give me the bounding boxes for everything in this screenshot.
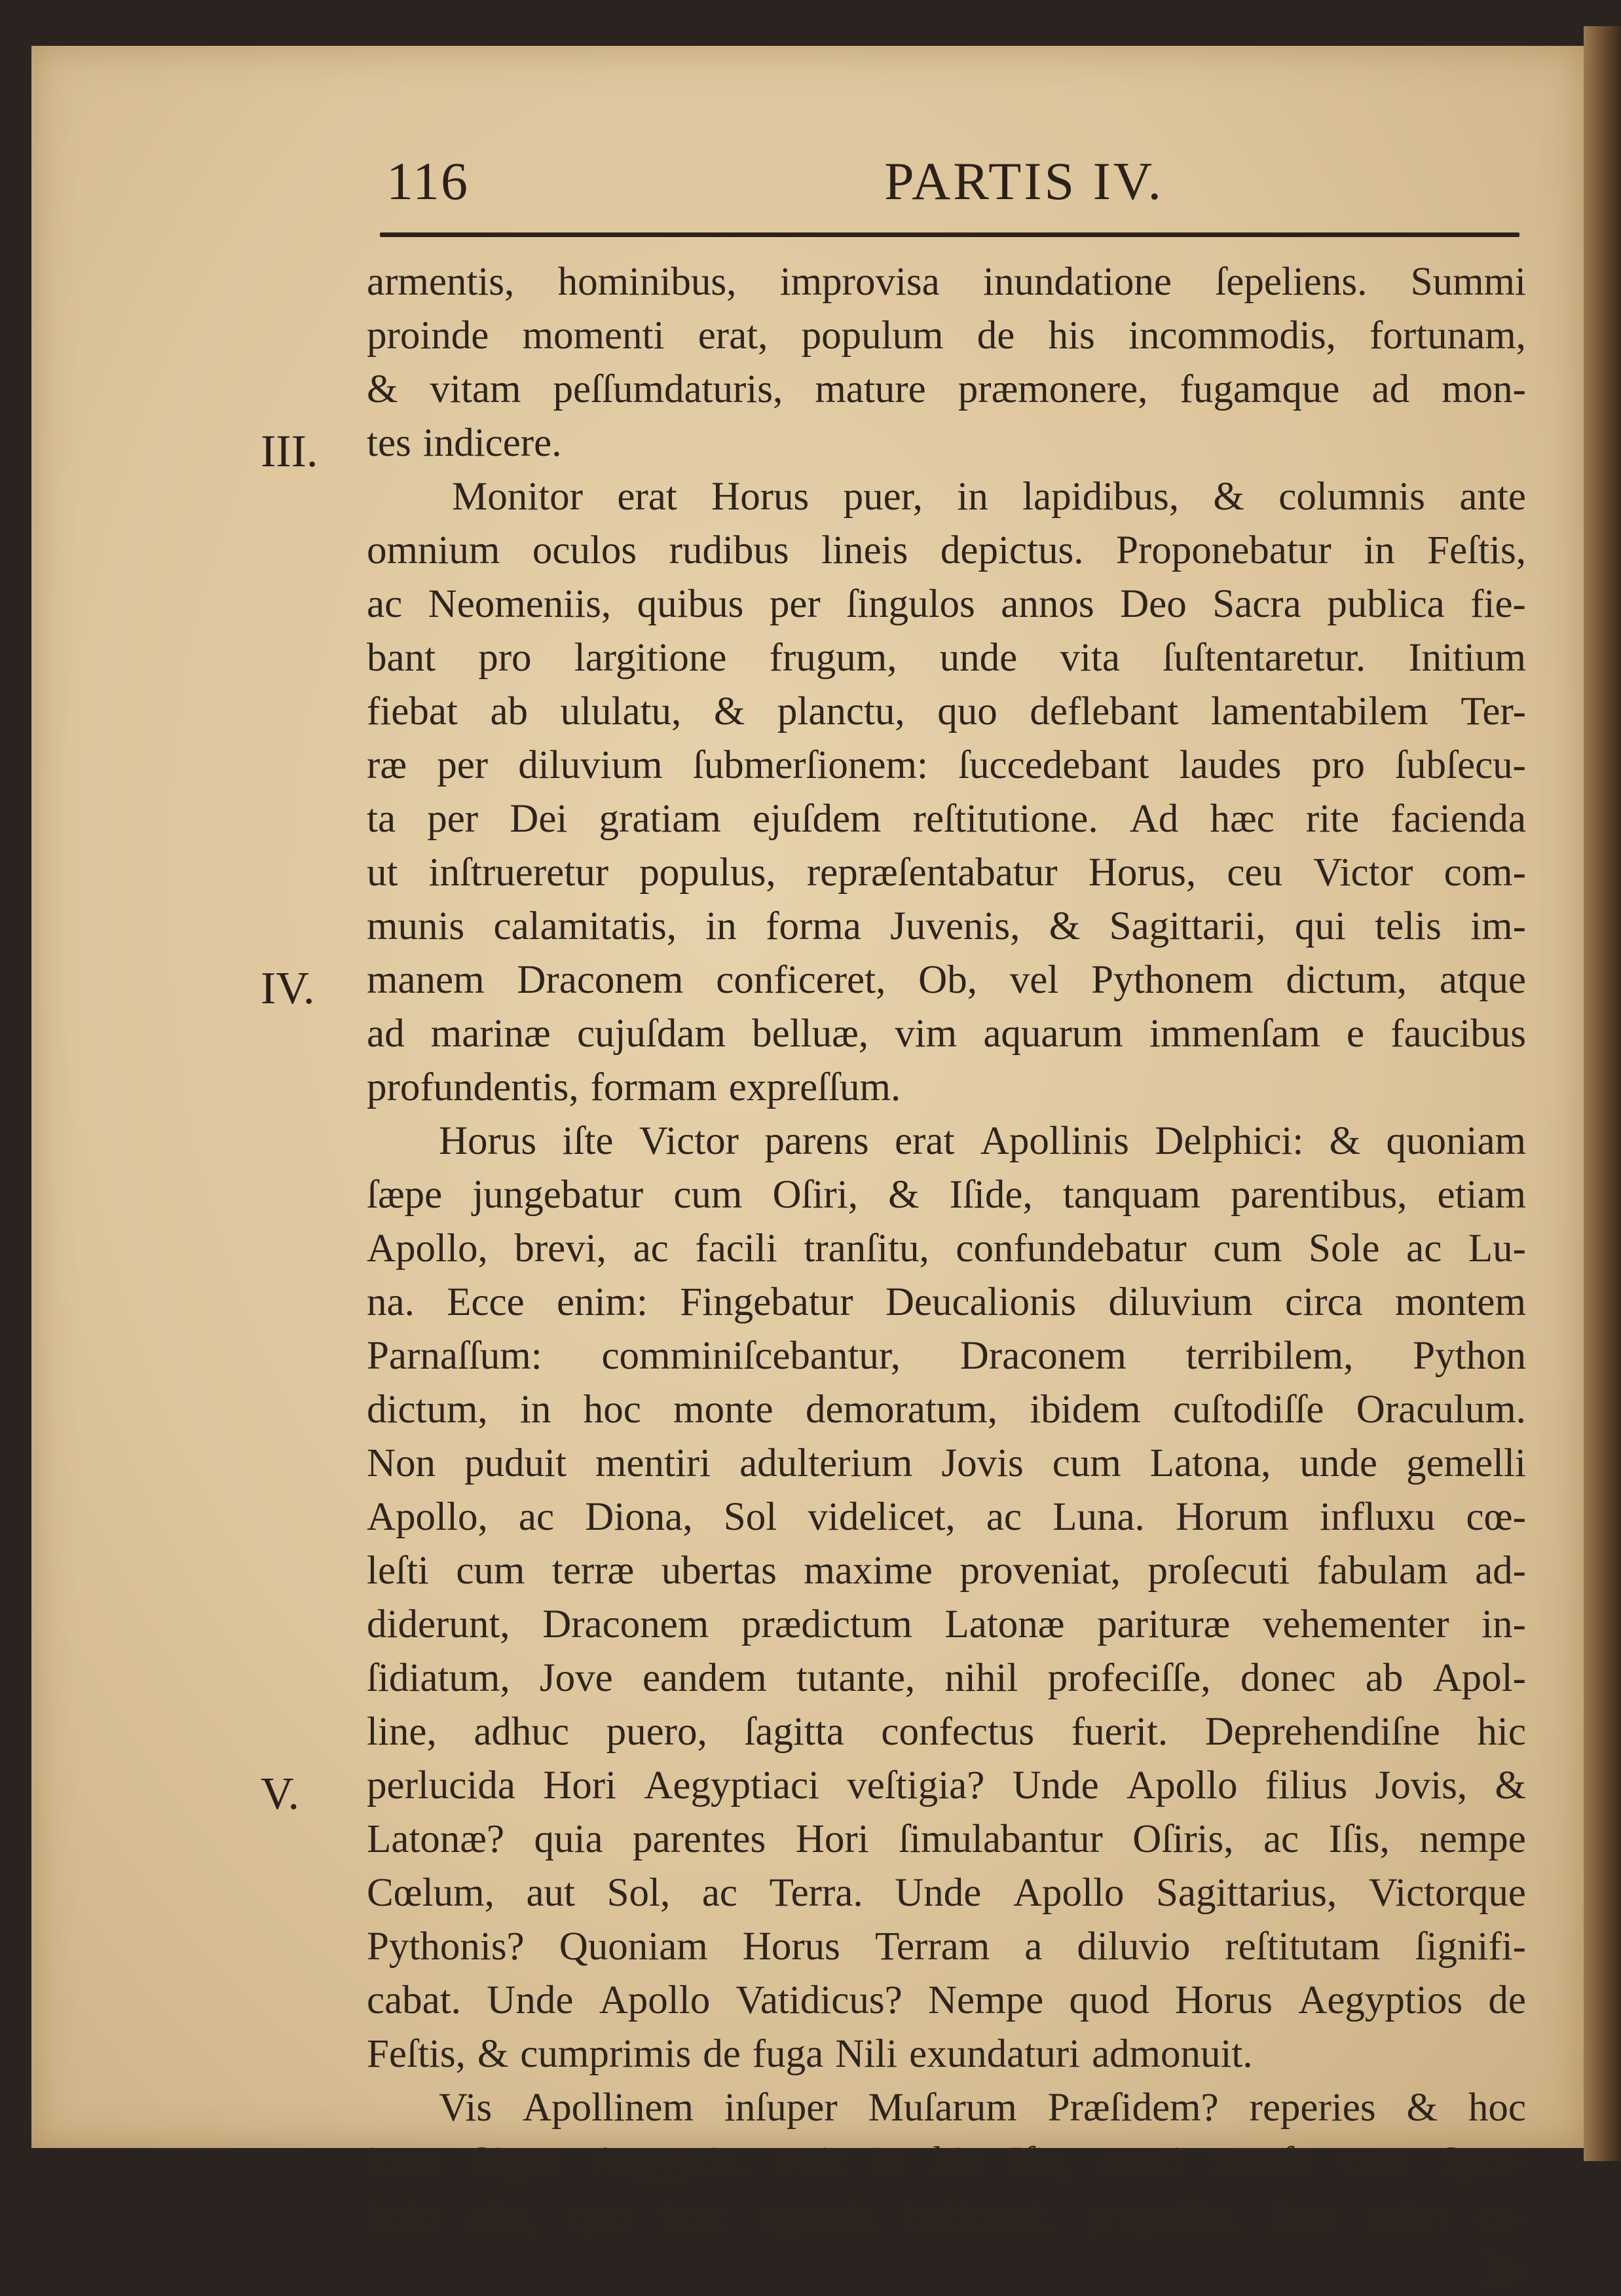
text-line: Horus iſte Victor parens erat Apollinis Delphici: & quoniam xyxy=(439,1119,1526,1163)
text-line: Cœlum, aut Sol, ac Terra. Unde Apollo Sagittarius, Victorque xyxy=(367,1871,1526,1915)
section-number-iv: IV. xyxy=(261,963,315,1014)
catchword: la- xyxy=(1483,2247,1526,2291)
text-line: Latonæ? quia parentes Hori ſimulabantur Oſiris, ac Iſis, nempe xyxy=(367,1817,1526,1861)
text-line: Feſtis, & cumprimis de fuga Nili exundaturi admonuit. xyxy=(367,2032,1253,2076)
text-line: tes indicere. xyxy=(367,421,562,465)
text-line: bolo alio, quo tunc agenda indicaret, propoſita. Jam enim ca- xyxy=(367,2193,1526,2237)
text-line: munis calamitatis, in forma Juvenis, & Sagittarii, qui telis im- xyxy=(367,904,1526,948)
text-line: omnium oculos rudibus lineis depictus. Proponebatur in Feſtis, xyxy=(367,528,1526,572)
text-line: manem Draconem conficeret, Ob, vel Pythonem dictum, atque xyxy=(367,958,1526,1002)
text-line: cabat. Unde Apollo Vatidicus? Nempe quod Horus Aegyptios de xyxy=(367,1978,1526,2022)
text-line: line, adhuc puero, ſagitta confectus fuerit. Deprehendiſne hic xyxy=(367,1710,1526,1754)
text-line: Vis Apollinem inſuper Muſarum Præſidem? reperies & hoc xyxy=(439,2086,1526,2130)
text-line: ſæpe jungebatur cum Oſiri, & Iſide, tanquam parentibus, etiam xyxy=(367,1173,1526,1217)
text-line: Parnaſſum: comminiſcebantur, Draconem terribilem, Python xyxy=(367,1334,1526,1378)
text-line: Pythonis? Quoniam Horus Terram a diluvio reſtitutam ſignifi- xyxy=(367,1925,1526,1969)
text-line: bant pro largitione frugum, unde vita ſuſtentaretur. Initium xyxy=(367,636,1526,680)
text-line: & vitam peſſumdaturis, mature præmonere, fugamque ad mon- xyxy=(367,367,1526,411)
text-line: dictum, in hoc monte demoratum, ibidem cuſtodiſſe Oraculum. xyxy=(367,1388,1526,1432)
text-line: Monitor erat Horus puer, in lapidibus, & columnis ante xyxy=(452,475,1526,519)
text-line: inter Signa Aegyptia. Fuit in his Iſis, omni menſe cum Sym- xyxy=(367,2139,1526,2183)
text-line: ut inſtrueretur populus, repræſentabatur Horus, ceu Victor com- xyxy=(367,851,1526,895)
text-line: Apollo, brevi, ac facili tranſitu, confundebatur cum Sole ac Lu- xyxy=(367,1227,1526,1270)
text-line: proinde momenti erat, populum de his incommodis, fortunam, xyxy=(367,314,1526,358)
text-line: diderunt, Draconem prædictum Latonæ parituræ vehementer in- xyxy=(367,1602,1526,1646)
text-line: Non puduit mentiri adulterium Jovis cum Latona, unde gemelli xyxy=(367,1441,1526,1485)
body-text xyxy=(367,255,1526,2296)
section-number-iii: III. xyxy=(261,426,318,477)
text-line: perlucida Hori Aegyptiaci veſtigia? Unde Apollo filius Jovis, & xyxy=(367,1764,1526,1807)
book-edge xyxy=(1584,26,1621,2161)
text-line: ad marinæ cujuſdam belluæ, vim aquarum immenſam e faucibus xyxy=(367,1012,1526,1056)
text-line: ræ per diluvium ſubmerſionem: ſuccedebant laudes pro ſubſecu- xyxy=(367,743,1526,787)
text-line: ſidiatum, Jove eandem tutante, nihil profeciſſe, donec ab Apol- xyxy=(367,1656,1526,1700)
text-line: profundentis, formam expreſſum. xyxy=(367,1065,901,1109)
text-line: fiebat ab ululatu, & planctu, quo deflebant lamentabilem Ter- xyxy=(367,690,1526,733)
text-line: armentis, hominibus, improvisa inundatione ſepeliens. Summi xyxy=(367,260,1526,304)
text-line: Apollo, ac Diona, Sol videlicet, ac Luna. Horum influxu cœ- xyxy=(367,1495,1526,1539)
text-line: na. Ecce enim: Fingebatur Deucalionis diluvium circa montem xyxy=(367,1280,1526,1324)
running-head: PARTIS IV. xyxy=(884,151,1165,211)
text-line: ta per Dei gratiam ejuſdem reſtitutione. Ad hæc rite facienda xyxy=(367,797,1526,841)
text-line: leſti cum terræ ubertas maxime proveniat, proſecuti fabulam ad- xyxy=(367,1549,1526,1593)
header-rule xyxy=(380,232,1519,237)
text-line: ac Neomeniis, quibus per ſingulos annos Deo Sacra publica fie- xyxy=(367,582,1526,626)
page-number: 116 xyxy=(386,151,469,211)
section-number-v: V. xyxy=(261,1769,300,1819)
